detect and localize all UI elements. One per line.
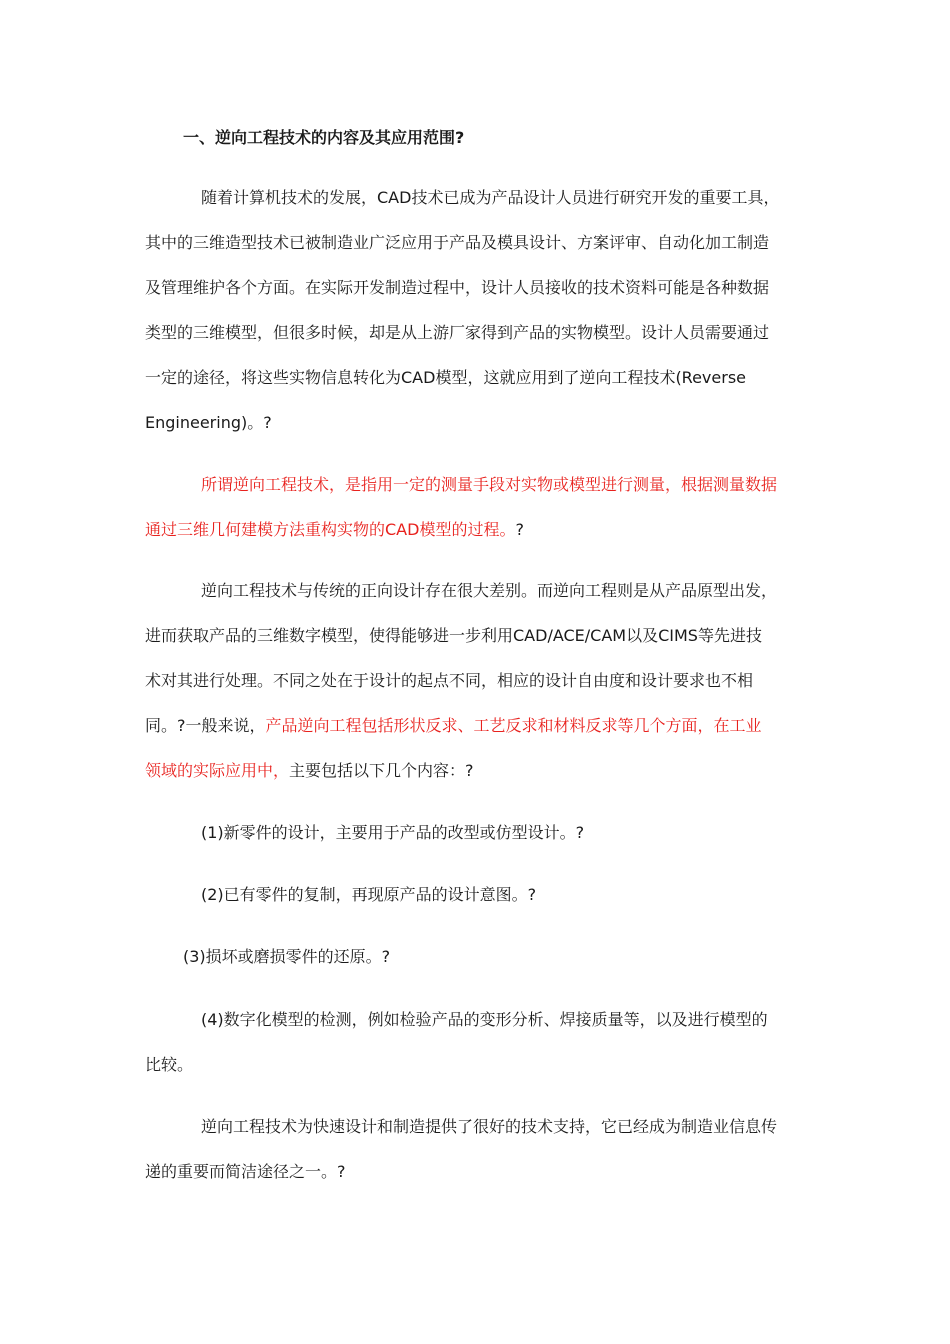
para4-line-2: 递的重要而简洁途径之一。? — [145, 1162, 346, 1181]
para3-line-4 — [145, 715, 762, 737]
para4-line-1: 逆向工程技术为快速设计和制造提供了很好的技术支持，它已经成为制造业信息传 — [201, 1117, 778, 1136]
para1-line-6: Engineering)。? — [145, 413, 272, 432]
para3-line-5 — [145, 760, 474, 782]
definition-text: 通过三维几何建模方法重构实物的CAD模型的过程。 — [145, 520, 516, 539]
list-item-1: (1)新零件的设计，主要用于产品的改型或仿型设计。? — [201, 823, 585, 842]
para3-line-2: 进而获取产品的三维数字模型，使得能够进一步利用CAD/ACE/CAM以及CIMS等先进技 — [145, 626, 762, 645]
definition-mark: ? — [515, 520, 524, 539]
definition-line-2 — [145, 519, 524, 541]
section-heading: 一、逆向工程技术的内容及其应用范围? — [183, 128, 465, 147]
para3-line-5-plain: 主要包括以下几个内容：? — [289, 761, 474, 780]
para3-line-4-highlight: 产品逆向工程包括形状反求、工艺反求和材料反求等几个方面，在工业 — [265, 716, 762, 735]
para1-line-2: 其中的三维造型技术已被制造业广泛应用于产品及模具设计、方案评审、自动化加工制造 — [145, 233, 770, 252]
para3-line-3: 术对其进行处理。不同之处在于设计的起点不同，相应的设计自由度和设计要求也不相 — [145, 671, 754, 690]
list-item-4: (4)数字化模型的检测，例如检验产品的变形分析、焊接质量等，以及进行模型的 — [201, 1010, 768, 1029]
para3-line-5-highlight: 领域的实际应用中， — [145, 761, 290, 780]
para1-line-1: 随着计算机技术的发展，CAD技术已成为产品设计人员进行研究开发的重要工具， — [201, 188, 780, 207]
para1-line-5: 一定的途径，将这些实物信息转化为CAD模型，这就应用到了逆向工程技术(Reverse — [145, 368, 746, 387]
para3-line-4-plain: 同。?一般来说， — [145, 716, 266, 735]
list-item-3: (3)损坏或磨损零件的还原。? — [183, 947, 391, 966]
para1-line-3: 及管理维护各个方面。在实际开发制造过程中，设计人员接收的技术资料可能是各种数据 — [145, 278, 770, 297]
definition-line-1: 所谓逆向工程技术，是指用一定的测量手段对实物或模型进行测量，根据测量数据 — [201, 475, 778, 494]
para3-line-1: 逆向工程技术与传统的正向设计存在很大差别。而逆向工程则是从产品原型出发， — [201, 581, 778, 600]
list-item-2: (2)已有零件的复制，再现原产品的设计意图。? — [201, 885, 537, 904]
list-item-4-continued: 比较。 — [145, 1055, 194, 1074]
para1-line-4: 类型的三维模型，但很多时候，却是从上游厂家得到产品的实物模型。设计人员需要通过 — [145, 323, 770, 342]
